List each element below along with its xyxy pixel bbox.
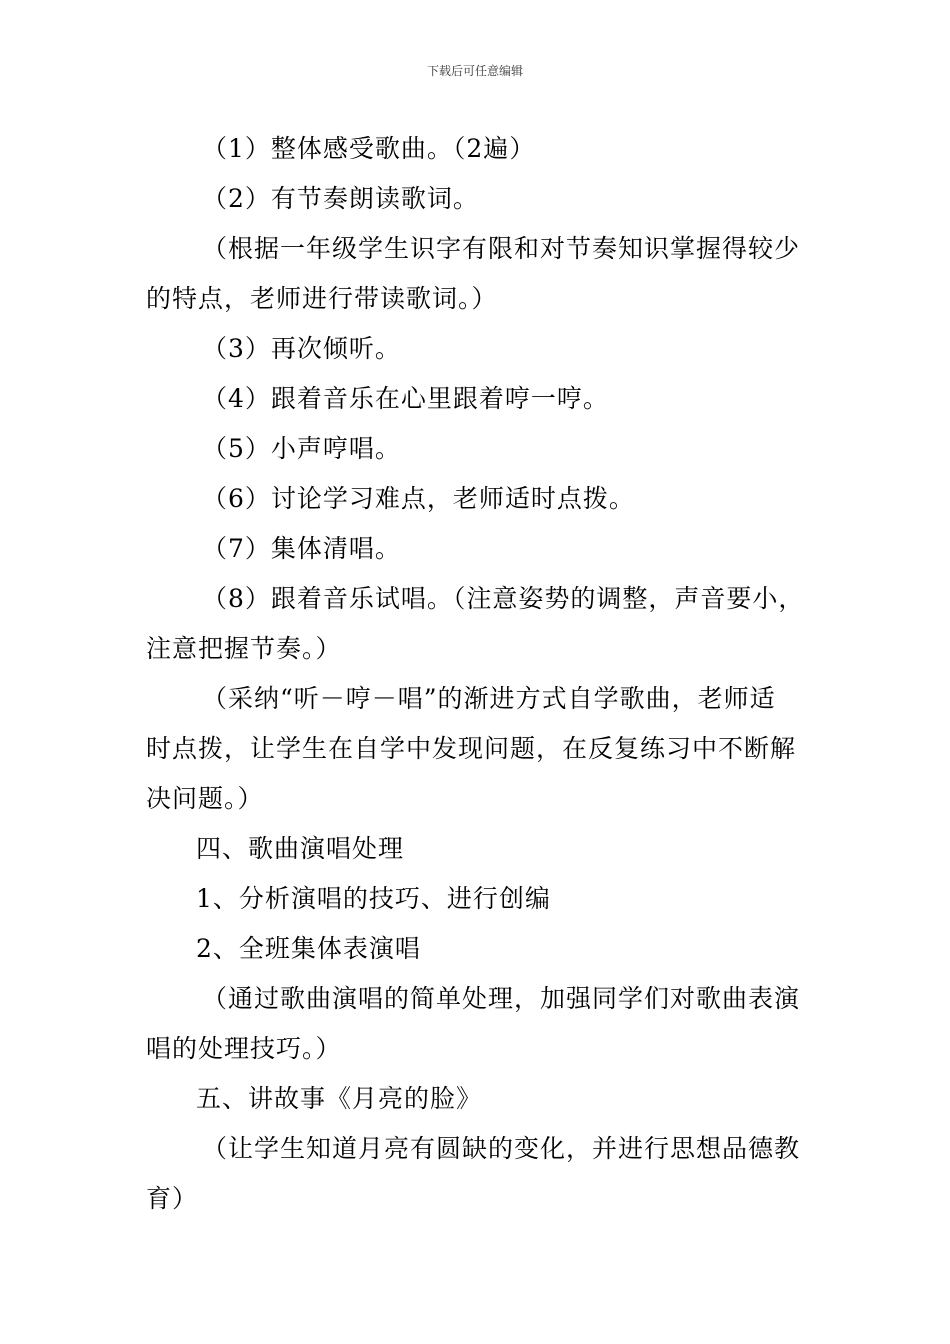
section-4-item-2: 2、全班集体表演唱 xyxy=(196,934,421,963)
step-6-line: （6）讨论学习难点，老师适时点拨。 xyxy=(202,484,635,513)
section-4-heading: 四、歌曲演唱处理 xyxy=(196,834,405,863)
step-3-line: （3）再次倾听。 xyxy=(202,334,401,363)
step-7-line: （7）集体清唱。 xyxy=(202,534,401,563)
note-3-line-1: （通过歌曲演唱的简单处理，加强同学们对歌曲表演 xyxy=(202,984,801,1013)
note-4-line-1: （让学生知道月亮有圆缺的变化，并进行思想品德教 xyxy=(202,1134,801,1163)
note-1-line-2: 的特点，老师进行带读歌词。） xyxy=(146,284,498,313)
step-2-line: （2）有节奏朗读歌词。 xyxy=(202,184,479,213)
note-2-line-3: 决问题。） xyxy=(146,784,264,813)
step-5-line: （5）小声哼唱。 xyxy=(202,434,401,463)
note-2-line-1: （采纳“听－哼－唱”的渐进方式自学歌曲，老师适 xyxy=(202,684,776,713)
note-4-line-2: 育） xyxy=(146,1184,199,1213)
note-3-line-2: 唱的处理技巧。） xyxy=(146,1034,342,1063)
document-body xyxy=(146,124,812,1224)
step-4-line: （4）跟着音乐在心里跟着哼一哼。 xyxy=(202,384,609,413)
page-header: 下载后可任意编辑 xyxy=(426,64,523,78)
step-1-line: （1）整体感受歌曲。（2遍） xyxy=(202,134,536,163)
step-8-line-1: （8）跟着音乐试唱。（注意姿势的调整，声音要小， xyxy=(202,584,805,613)
section-5-heading: 五、讲故事《月亮的脸》 xyxy=(196,1084,483,1113)
section-4-item-1: 1、分析演唱的技巧、进行创编 xyxy=(196,884,551,913)
step-8-line-2: 注意把握节奏。） xyxy=(146,634,342,663)
note-2-line-2: 时点拨，让学生在自学中发现问题，在反复练习中不断解 xyxy=(146,734,797,763)
note-1-line-1: （根据一年级学生识字有限和对节奏知识掌握得较少 xyxy=(202,234,801,263)
